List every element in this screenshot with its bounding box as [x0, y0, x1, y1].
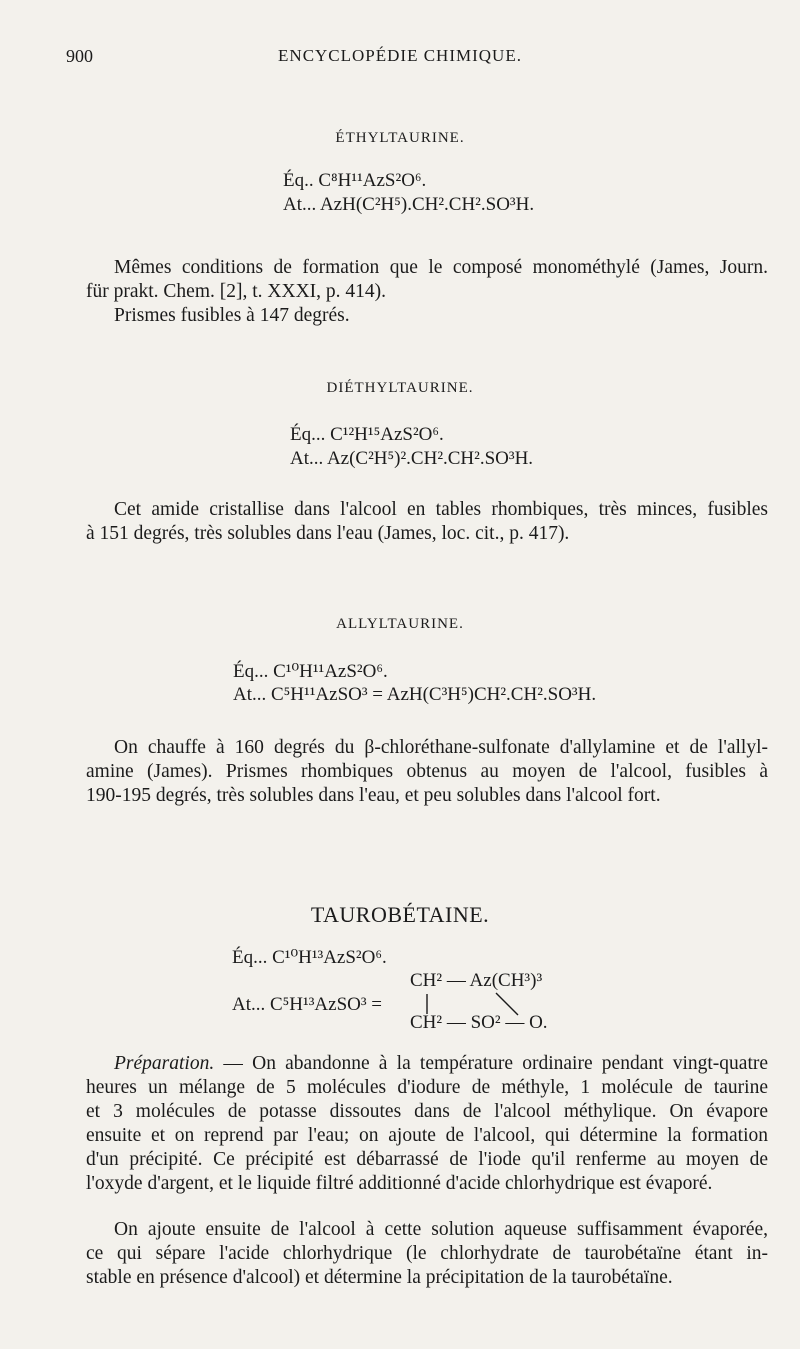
taurobetaine-at-line: [232, 994, 382, 1016]
text-line: On chauffe à 160 degrés du β-chloréthane-sulfonate d'allylamine et de l'allyl-: [114, 737, 768, 758]
text-line: amine (James). Prismes rhombiques obtenus au moyen de l'alcool, fusibles à: [86, 761, 768, 782]
section-title-taurobetaine: TAUROBÉTAINE.: [310, 902, 490, 927]
text-line: l'oxyde d'argent, et le liquide filtré additionné d'acide chlorhydrique est évaporé.: [86, 1173, 713, 1194]
ethyl-paragraph: [86, 256, 768, 328]
at-label: At...: [290, 448, 324, 469]
ethyl-eq-line: [283, 170, 426, 192]
allyl-at-line: [233, 684, 596, 706]
at-formula: C⁵H¹³AzSO³ =: [270, 994, 383, 1015]
allyl-eq-line: [233, 660, 388, 683]
at-formula: AzH(C²H⁵).CH².CH².SO³H.: [319, 194, 535, 215]
text-line: ensuite et on reprend par l'eau; on ajoute de l'alcool, qui détermine la formation: [86, 1125, 768, 1146]
text-line: 190-195 degrés, très solubles dans l'eau, et peu solubles dans l'alcool fort.: [86, 785, 661, 806]
section-title-diethyltaurine: DIÉTHYLTAURINE.: [326, 380, 474, 396]
text-line: Mêmes conditions de formation que le composé monométhylé (James, Journ.: [114, 257, 768, 278]
at-label: At...: [232, 994, 266, 1015]
eq-formula: C¹²H¹⁵AzS²O⁶.: [330, 424, 444, 445]
at-formula: C⁵H¹¹AzSO³ = AzH(C³H⁵)CH².CH².SO³H.: [271, 684, 597, 705]
running-title: ENCYCLOPÉDIE CHIMIQUE.: [278, 46, 522, 65]
page-number: 900: [66, 46, 93, 66]
at-formula: Az(C²H⁵)².CH².CH².SO³H.: [326, 448, 534, 469]
text-line: stable en présence d'alcool) et détermine la précipitation de la taurobétaïne.: [86, 1267, 673, 1288]
eq-label: Éq..: [283, 170, 314, 191]
at-label: At...: [233, 684, 267, 705]
structure-bottom-row: CH² — SO² — O.: [410, 1012, 548, 1033]
eq-formula: C⁸H¹¹AzS²O⁶.: [318, 170, 427, 191]
at-label: At...: [283, 194, 317, 215]
eq-label: Éq...: [290, 424, 326, 445]
preparation-paragraph: [86, 1052, 768, 1196]
text-line: Prismes fusibles à 147 degrés.: [114, 305, 350, 326]
text-line: On ajoute ensuite de l'alcool à cette solution aqueuse suffisamment évaporée,: [114, 1219, 768, 1240]
eq-formula: C¹⁰H¹¹AzS²O⁶.: [273, 661, 388, 682]
allyl-paragraph: [86, 736, 768, 808]
taurobetaine-eq-line: [232, 946, 387, 969]
diethyl-at-line: [290, 448, 533, 470]
section-title-allyltaurine: ALLYLTAURINE.: [336, 616, 464, 632]
text-line: heures un mélange de 5 molécules d'iodure de méthyle, 1 molécule de taurine: [86, 1077, 768, 1098]
eq-formula: C¹⁰H¹³AzS²O⁶.: [272, 947, 387, 968]
ethyl-at-line: [283, 194, 534, 216]
text-line: Cet amide cristallise dans l'alcool en tables rhombiques, très minces, fusibles: [114, 499, 768, 520]
section-title-ethyltaurine: ÉTHYLTAURINE.: [335, 130, 465, 146]
text-line: Préparation. — On abandonne à la température ordinaire pendant vingt-quatre: [114, 1053, 769, 1074]
text-line: ce qui sépare l'acide chlorhydrique (le chlorhydrate de taurobétaïne étant in-: [86, 1243, 768, 1264]
diethyl-paragraph: [86, 498, 768, 546]
preparation-label: Préparation.: [114, 1053, 215, 1074]
text-line: d'un précipité. Ce précipité est débarrassé de l'iode qu'il renferme au moyen de: [86, 1149, 768, 1170]
structure-top-row: CH² — Az(CH³)³: [410, 970, 543, 991]
text-line: für prakt. Chem. [2], t. XXXI, p. 414).: [86, 281, 387, 302]
diethyl-eq-line: [290, 424, 444, 446]
text-line: à 151 degrés, très solubles dans l'eau (James, loc. cit., p. 417).: [86, 523, 570, 544]
text-line: et 3 molécules de potasse dissoutes dans de l'alcool méthylique. On évapore: [86, 1101, 768, 1122]
page-header: [0, 46, 800, 72]
eq-label: Éq...: [233, 661, 269, 682]
eq-label: Éq...: [232, 947, 268, 968]
precipitation-paragraph: [86, 1218, 768, 1290]
